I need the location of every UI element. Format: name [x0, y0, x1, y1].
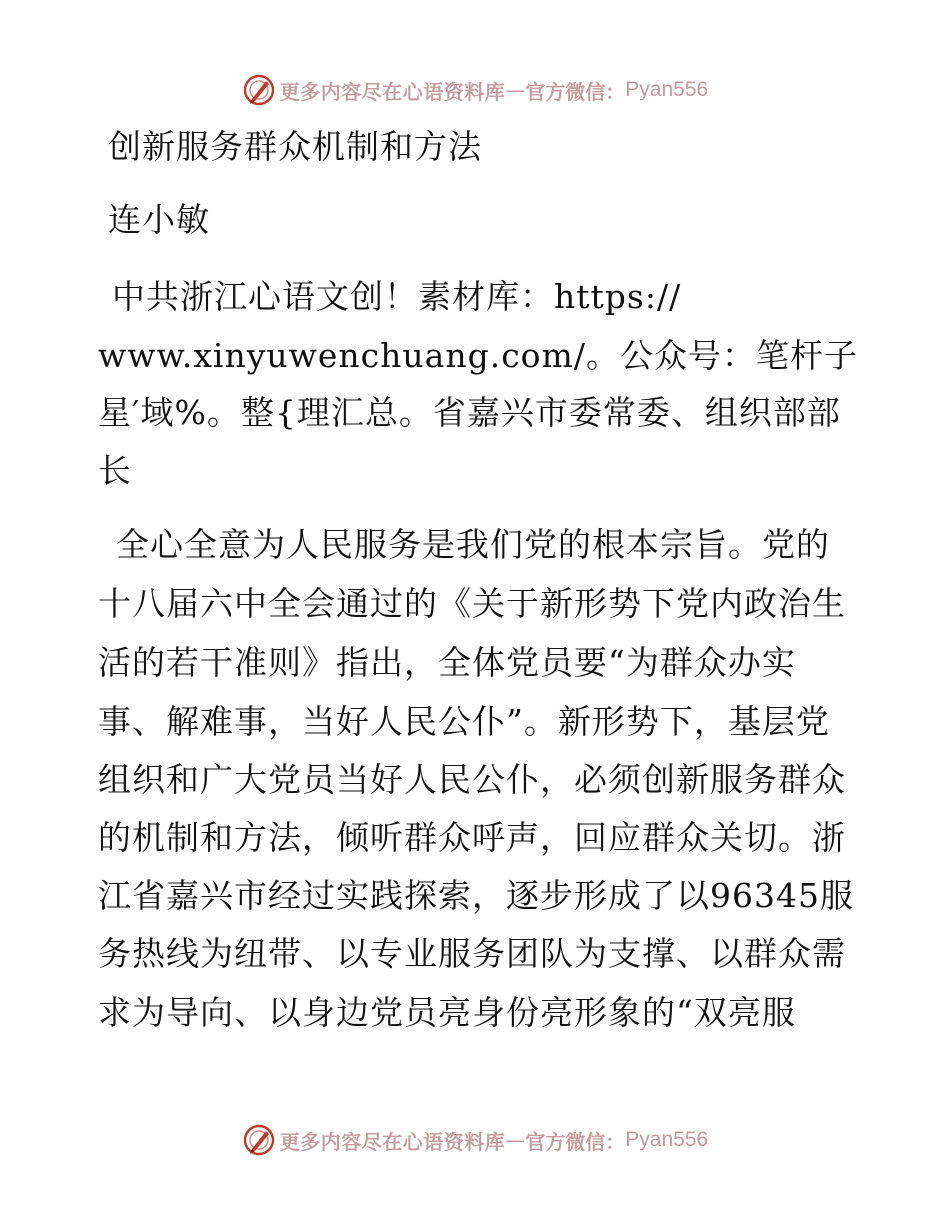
body-line: 事、解难事，当好人民公仆”。新形势下，基层党: [98, 702, 830, 741]
body-line: 江省嘉兴市经过实践探索，逐步形成了以96345服: [98, 876, 854, 915]
affiliation-line: www.xinyuwenchuang.com/。公众号：笔杆子: [98, 336, 858, 375]
banner-separator: —: [505, 1128, 526, 1152]
body-line: 组织和广大党员当好人民公仆，必须创新服务群众: [98, 760, 846, 799]
body-line: 求为导向、以身边党员亮身份亮形象的“双亮服: [98, 993, 796, 1032]
affiliation-line: 中共浙江心语文创！素材库：https://: [112, 277, 682, 316]
body-line: 十八届六中全会通过的《关于新形势下党内政治生: [98, 584, 846, 623]
banner-wechat-label: 官方微信：: [525, 79, 626, 104]
banner-wechat-id: Pyan556: [625, 78, 709, 101]
banner-wechat-id: Pyan556: [625, 1128, 709, 1151]
banner-brand-text: 更多内容尽在心语资料库: [279, 79, 506, 104]
affiliation-line: 长: [98, 451, 132, 490]
pen-nib-logo-icon: [242, 73, 276, 107]
header-watermark-banner: [0, 70, 950, 110]
pen-nib-logo-icon: [242, 1123, 276, 1157]
banner-wechat-label: 官方微信：: [525, 1129, 626, 1154]
body-line: 活的若干准则》指出，全体党员要“为群众办实: [98, 643, 796, 682]
article-title: 创新服务群众机制和方法: [108, 127, 482, 166]
article-author: 连小敏: [108, 200, 210, 239]
body-line: 务热线为纽带、以专业服务团队为支撑、以群众需: [98, 934, 846, 973]
affiliation-line: 星′域%。整{理汇总。省嘉兴市委常委、组织部部: [98, 393, 841, 432]
banner-brand-text: 更多内容尽在心语资料库: [279, 1129, 506, 1154]
banner-separator: —: [505, 78, 526, 102]
body-line: 的机制和方法，倾听群众呼声，回应群众关切。浙: [98, 818, 846, 857]
body-line: 全心全意为人民服务是我们党的根本宗旨。党的: [116, 525, 830, 564]
footer-watermark-banner: [0, 1120, 950, 1160]
